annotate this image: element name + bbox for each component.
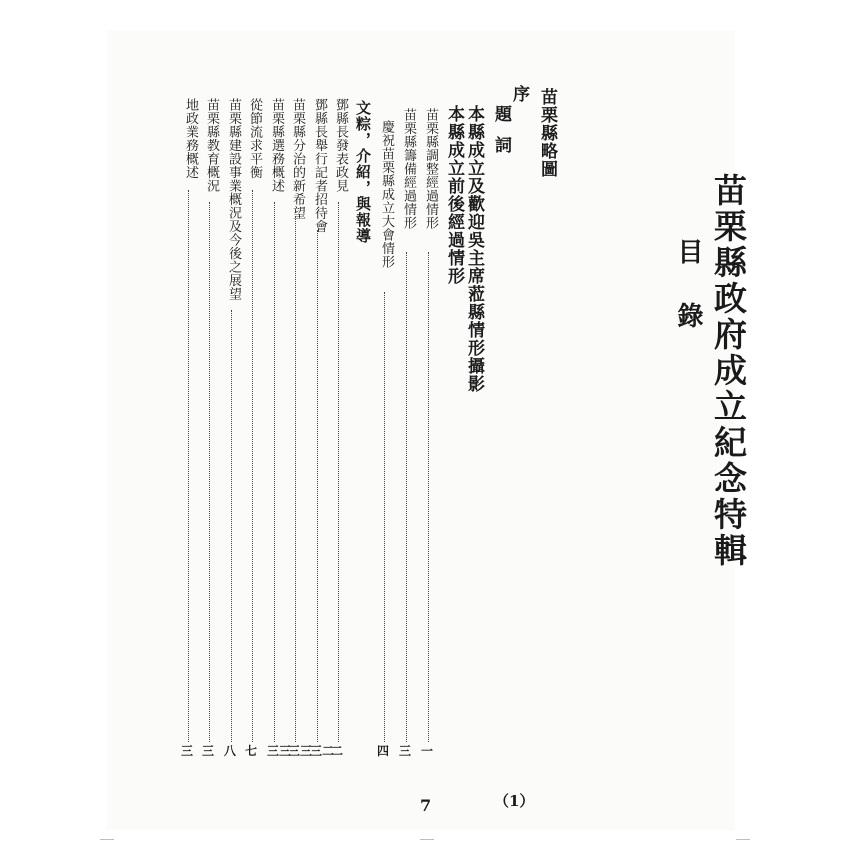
leader-dots [231,310,232,742]
crop-mark [100,839,114,840]
page-number: 7 [420,796,432,815]
toc-entry: 鄧縣長舉行記者招待會 [312,98,327,233]
folio-number: （1） [494,792,535,810]
toc-entry: 苗栗縣選務概述 [269,98,284,193]
toc-entry-inscriptions: 題詞 [491,105,511,167]
toc-entry-articles: 文粽，介紹，與報導 [354,100,372,244]
page-ref: 四 [377,744,390,758]
document-title: 苗栗縣政府成立紀念特輯 [709,173,748,569]
toc-entry: 苗栗縣建設事業概況及今後之展望 [226,98,241,301]
crop-mark [420,839,434,840]
leader-dots [252,190,253,742]
contents-heading: 目錄 [673,238,703,366]
leader-dots [317,230,318,742]
toc-entry: 苗栗縣教育概況 [204,98,219,193]
page-ref: 三二 [310,744,335,758]
leader-dots [406,252,407,742]
toc-entry-map: 苗栗縣略圖 [537,88,557,178]
page-ref: 三 [399,744,412,758]
toc-entry: 慶祝苗栗縣成立大會情形 [379,120,394,269]
crop-mark [736,839,750,840]
toc-entry: 苗栗縣分治的新希望 [290,98,305,220]
page-ref: 三 [181,744,194,758]
toc-entry: 苗栗縣籌備經過情形 [401,108,416,230]
leader-dots [295,216,296,742]
leader-dots [338,202,339,742]
page-ref: 三三 [267,744,292,758]
page-ref: 八 [224,744,237,758]
page-ref: 三 [202,744,215,758]
leader-dots [209,202,210,742]
leader-dots [428,252,429,742]
leader-dots [274,202,275,742]
leader-dots [188,190,189,742]
toc-entry: 鄧縣長發表政見 [333,98,348,193]
document-page [107,30,748,830]
page-ref: 三三 [288,744,313,758]
toc-entry: 從節流求平衡 [247,98,262,179]
toc-entry: 地政業務概述 [183,98,198,179]
toc-entry-photos: 本縣成立及歡迎吳主席蒞縣情形攝影 [464,105,484,393]
toc-entry-establishment: 本縣成立前後經過情形 [444,105,464,285]
page-ref: 一 [421,744,434,758]
leader-dots [384,292,385,742]
page-ref: 二 [331,744,344,758]
toc-entry-preface: 序 [509,85,529,103]
toc-entry: 苗栗縣調整經過情形 [423,108,438,230]
page-ref: 七 [245,744,258,758]
